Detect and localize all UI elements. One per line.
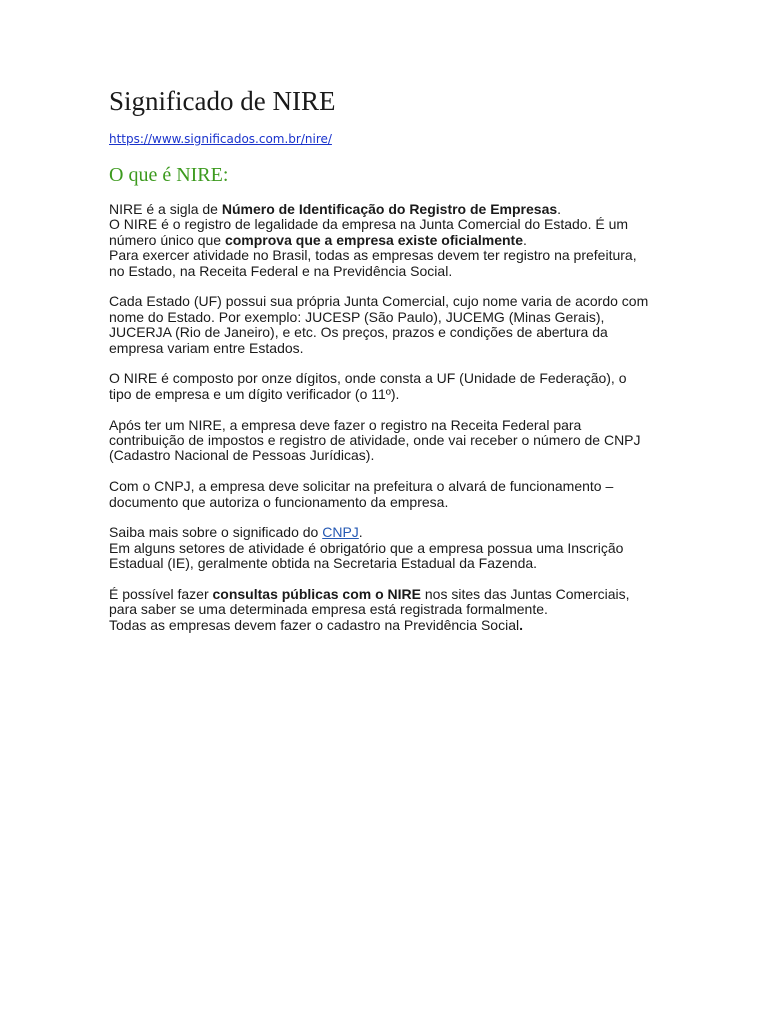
section-heading: O que é NIRE: bbox=[109, 164, 229, 186]
bold-term: Número de Identificação do Registro de Empresas bbox=[221, 201, 558, 217]
paragraph-definition: NIRE é a sigla de Número de Identificação do Registro de Empresas. O NIRE é o registro de legalidade da empresa na Junta Comercial do Estado. É um número único que comprova que a empresa existe oficialmente. Para exercer atividade no Brasil, todas as empresas devem ter registro na prefeitura, no Estado, na Receita Federal e na Previdência Social. bbox=[109, 201, 637, 279]
source-url-link[interactable]: https://www.significados.com.br/nire/ bbox=[109, 132, 332, 146]
paragraph-consultas: É possível fazer consultas públicas com o NIRE nos sites das Juntas Comerciais, para saber se uma determinada empresa está registrada formalmente. Todas as empresas devem fazer o cadastro na Previdência Social. bbox=[109, 586, 630, 633]
article-body bbox=[109, 202, 669, 633]
page-title: Significado de NIRE bbox=[109, 86, 336, 116]
paragraph-cnpj: Saiba mais sobre o significado do CNPJ. Em alguns setores de atividade é obrigatório que a empresa possua uma Inscrição Estadual (IE), geralmente obtida na Secretaria Estadual da Fazenda. bbox=[109, 524, 624, 572]
document-page bbox=[109, 84, 669, 633]
bold-phrase: comprova que a empresa existe oficialmente bbox=[224, 231, 523, 248]
paragraph-juntas: Cada Estado (UF) possui sua própria Junta Comercial, cujo nome varia de acordo com nome do Estado. Por exemplo: JUCESP (São Paulo), JUCEMG (Minas Gerais), JUCERJA (Rio de Janeiro), e etc. Os preços, prazos e condições de abertura da empresa variam entre Estados. bbox=[109, 293, 649, 356]
bold-phrase: consultas públicas com o NIRE bbox=[212, 586, 421, 603]
paragraph-receita: Após ter um NIRE, a empresa deve fazer o registro na Receita Federal para contribuição de impostos e registro de atividade, onde vai receber o número de CNPJ (Cadastro Nacional de Pessoas Jurídicas). bbox=[109, 416, 641, 464]
paragraph-alvara: Com o CNPJ, a empresa deve solicitar na prefeitura o alvará de funcionamento – documento que autoriza o funcionamento da empresa. bbox=[109, 478, 614, 510]
paragraph-composition: O NIRE é composto por onze dígitos, onde consta a UF (Unidade de Federação), o tipo de empresa e um dígito verificador (o 11º). bbox=[109, 370, 627, 402]
cnpj-link[interactable]: CNPJ bbox=[322, 524, 359, 541]
